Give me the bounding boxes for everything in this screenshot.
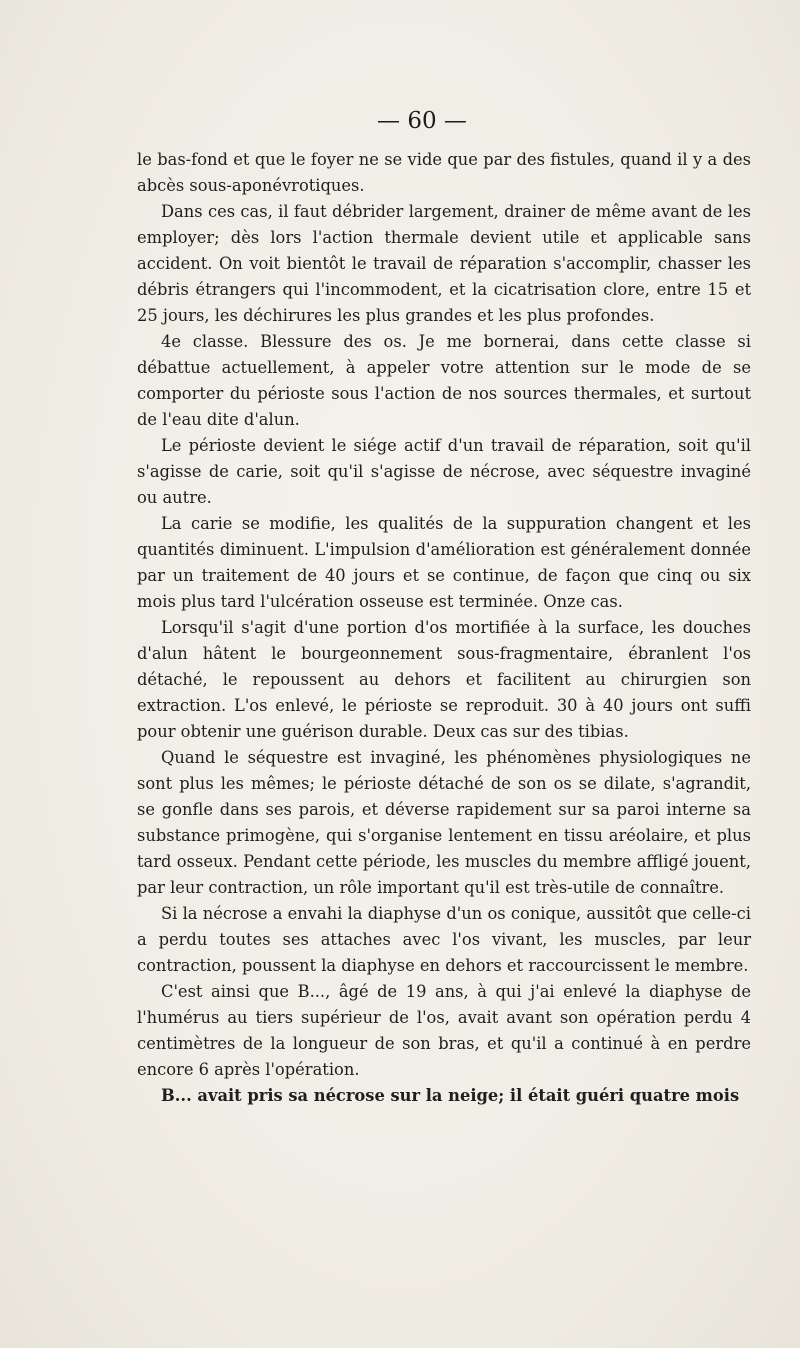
page-number: — 60 — <box>377 108 467 134</box>
paragraph-6: Lorsqu'il s'agit d'une portion d'os mortifiée à la surface, les douches d'alun hâtent le bourgeonnement sous-fragmentaire, ébranlent l'os détaché, le repoussent au dehors et facilitent au chirurgien son extraction. L'os enlevé, le périoste se reproduit. 30 à 40 jours ont suffi pour obtenir une guérison durable. Deux cas sur des tibias. <box>137 618 751 741</box>
paragraph-2: Dans ces cas, il faut débrider largement, drainer de même avant de les employer; dès lors l'action thermale devient utile et applicable sans accident. On voit bientôt le travail de réparation s'accomplir, chasser les débris étrangers qui l'incommodent, et la cicatrisation clore, entre 15 et 25 jours, les déchirures les plus grandes et les plus profondes. <box>137 202 751 325</box>
paragraph-8: Si la nécrose a envahi la diaphyse d'un os conique, aussitôt que celle-ci a perdu toutes ses attaches avec l'os vivant, les muscles, par leur contraction, poussent la diaphyse en dehors et raccourcissent le membre. <box>137 904 751 975</box>
paragraph-9: C'est ainsi que B..., âgé de 19 ans, à qui j'ai enlevé la diaphyse de l'humérus au tiers supérieur de l'os, avait avant son opération perdu 4 centimètres de la longueur de son bras, et qu'il a continué à en perdre encore 6 après l'opération. <box>137 982 751 1079</box>
paragraph-4: Le périoste devient le siége actif d'un travail de réparation, soit qu'il s'agisse de carie, soit qu'il s'agisse de nécrose, avec séquestre invaginé ou autre. <box>137 436 751 507</box>
paragraph-7: Quand le séquestre est invaginé, les phénomènes physiologiques ne sont plus les mêmes; le périoste détaché de son os se dilate, s'agrandit, se gonfle dans ses parois, et déverse rapidement sur sa paroi interne sa substance primogène, qui s'organise lentement en tissu aréolaire, et plus tard osseux. Pendant cette période, les muscles du membre affligé jouent, par leur contraction, un rôle important qu'il est très-utile de connaître. <box>137 748 751 897</box>
paragraph-5: La carie se modifie, les qualités de la suppuration changent et les quantités diminuent. L'impulsion d'amélioration est généralement donnée par un traitement de 40 jours et se continue, de façon que cinq ou six mois plus tard l'ulcération osseuse est terminée. Onze cas. <box>137 514 751 611</box>
body-text <box>137 147 751 1109</box>
paragraph-3: 4e classe. Blessure des os. Je me bornerai, dans cette classe si débattue actuellement, à appeler votre attention sur le mode de se comporter du périoste sous l'action de nos sources thermales, et surtout de l'eau dite d'alun. <box>137 332 751 429</box>
paragraph-1: le bas-fond et que le foyer ne se vide que par des fistules, quand il y a des abcès sous-aponévrotiques. <box>137 150 751 195</box>
paragraph-10: B... avait pris sa nécrose sur la neige; il était guéri quatre mois <box>161 1086 740 1105</box>
